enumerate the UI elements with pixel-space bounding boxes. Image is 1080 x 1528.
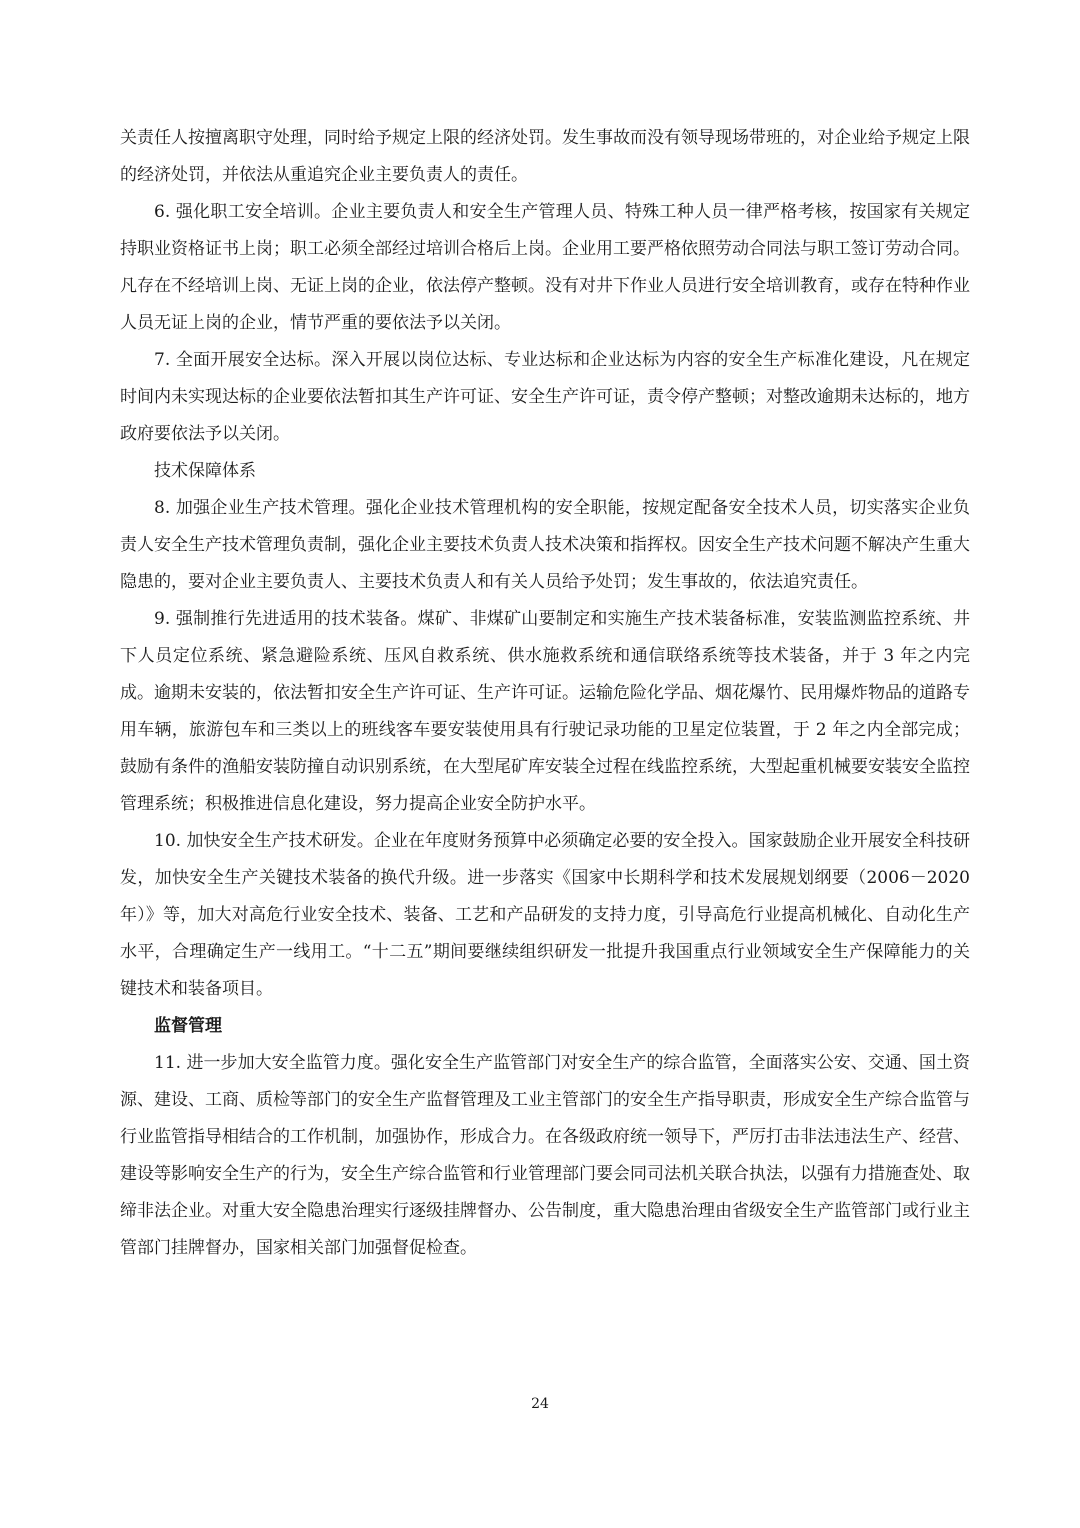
paragraph-item-11: 11. 进一步加大安全监管力度。强化安全生产监管部门对安全生产的综合监管，全面落实公安、交通、国土资源、建设、工商、质检等部门的安全生产监督管理及工业主管部门的安全生产指导职责，形成安全生产综合监管与行业监管指导相结合的工作机制，加强协作，形成合力。在各级政府统一领导下，严厉打击非法违法生产、经营、建设等影响安全生产的行为，安全生产综合监管和行业管理部门要会同司法机关联合执法，以强有力措施查处、取缔非法企业。对重大安全隐患治理实行逐级挂牌督办、公告制度，重大隐患治理由省级安全生产监管部门或行业主管部门挂牌督办，国家相关部门加强督促检查。 [120, 1053, 970, 1258]
paragraph-item-6: 6. 强化职工安全培训。企业主要负责人和安全生产管理人员、特殊工种人员一律严格考核，按国家有关规定持职业资格证书上岗；职工必须全部经过培训合格后上岗。企业用工要严格依照劳动合同法与职工签订劳动合同。凡存在不经培训上岗、无证上岗的企业，依法停产整顿。没有对井下作业人员进行安全培训教育，或存在特种作业人员无证上岗的企业，情节严重的要依法予以关闭。 [120, 202, 970, 333]
paragraph-item-7: 7. 全面开展安全达标。深入开展以岗位达标、专业达标和企业达标为内容的安全生产标准化建设，凡在规定时间内未实现达标的企业要依法暂扣其生产许可证、安全生产许可证，责令停产整顿；对整改逾期未达标的，地方政府要依法予以关闭。 [120, 350, 970, 444]
section-heading-tech-support: 技术保障体系 [154, 461, 256, 481]
section-heading-supervision: 监督管理 [154, 1016, 222, 1036]
paragraph-item-10: 10. 加快安全生产技术研发。企业在年度财务预算中必须确定必要的安全投入。国家鼓励企业开展安全科技研发，加快安全生产关键技术装备的换代升级。进一步落实《国家中长期科学和技术发展规划纲要（2006－2020 年）》等，加大对高危行业安全技术、装备、工艺和产品研发的支持力度，引导高危行业提高机械化、自动化生产水平，合理确定生产一线用工。“十二五”期间要继续组织研发一批提升我国重点行业领域安全生产保障能力的关键技术和装备项目。 [120, 831, 970, 999]
paragraph-continuation: 关责任人按擅离职守处理，同时给予规定上限的经济处罚。发生事故而没有领导现场带班的，对企业给予规定上限的经济处罚，并依法从重追究企业主要负责人的责任。 [120, 128, 970, 185]
paragraph-item-8: 8. 加强企业生产技术管理。强化企业技术管理机构的安全职能，按规定配备安全技术人员，切实落实企业负责人安全生产技术管理负责制，强化企业主要技术负责人技术决策和指挥权。因安全生产技术问题不解决产生重大隐患的，要对企业主要负责人、主要技术负责人和有关人员给予处罚；发生事故的，依法追究责任。 [120, 498, 970, 592]
paragraph-item-9: 9. 强制推行先进适用的技术装备。煤矿、非煤矿山要制定和实施生产技术装备标准，安装监测监控系统、井下人员定位系统、紧急避险系统、压风自救系统、供水施救系统和通信联络系统等技术装备，并于 3 年之内完成。逾期未安装的，依法暂扣安全生产许可证、生产许可证。运输危险化学品、烟花爆竹、民用爆炸物品的道路专用车辆，旅游包车和三类以上的班线客车要安装使用具有行驶记录功能的卫星定位装置，于 2 年之内全部完成；鼓励有条件的渔船安装防撞自动识别系统，在大型尾矿库安装全过程在线监控系统，大型起重机械要安装安全监控管理系统；积极推进信息化建设，努力提高企业安全防护水平。 [120, 609, 970, 814]
page-number: 24 [531, 1396, 549, 1412]
document-body [120, 120, 970, 1267]
